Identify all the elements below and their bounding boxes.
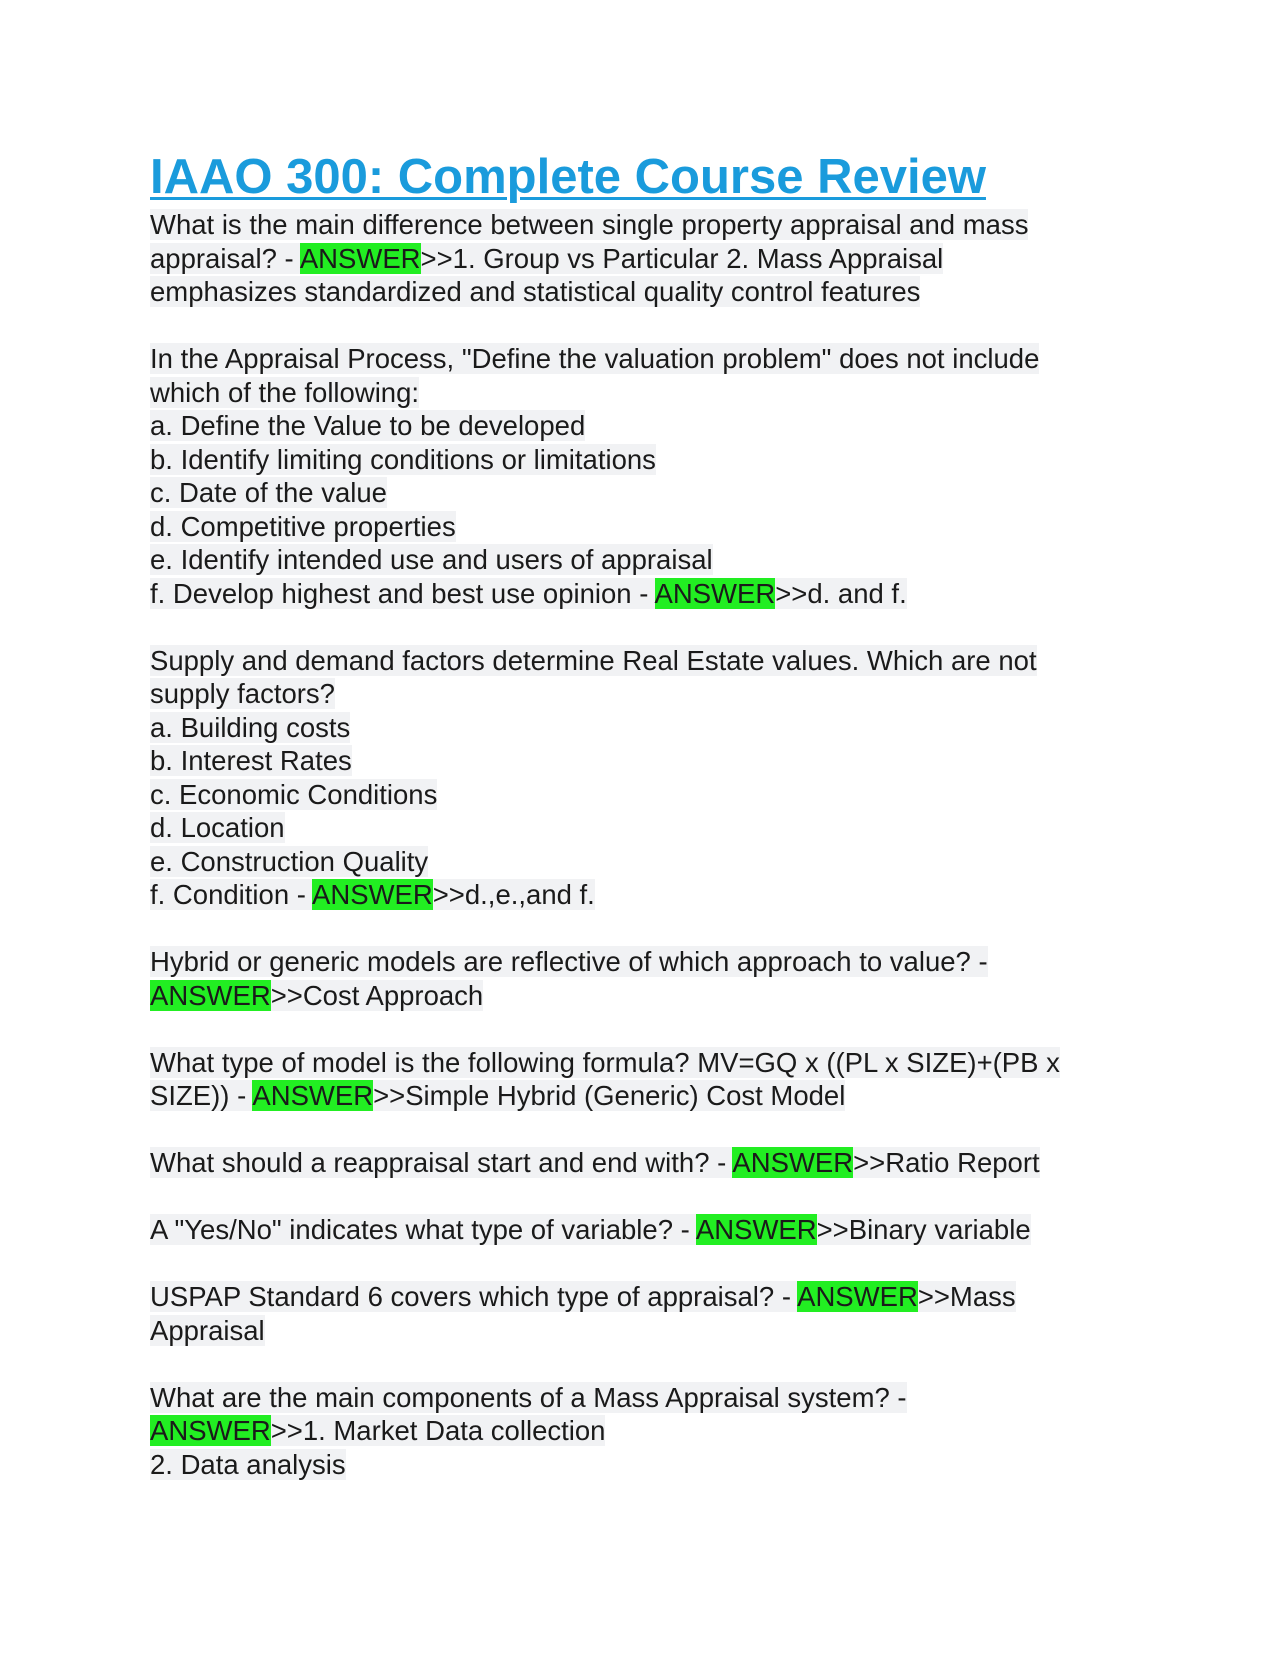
text-line	[150, 376, 1150, 410]
answer-highlight: ANSWER	[299, 242, 421, 274]
line-text: Supply and demand factors determine Real Estate values. Which are not	[150, 644, 1037, 676]
line-text: Hybrid or generic models are reflective of which approach to value? -	[150, 946, 988, 977]
text-line	[150, 543, 1150, 577]
text-line	[150, 242, 1150, 276]
qa-list	[150, 208, 1150, 1481]
line-text: supply factors?	[150, 678, 335, 709]
text-line	[150, 711, 1150, 745]
text-line	[150, 644, 1150, 678]
line-text: 2. Data analysis	[150, 1448, 346, 1480]
qa-item	[150, 1146, 1150, 1180]
text-line	[150, 1314, 1150, 1348]
text-line	[150, 878, 1150, 912]
line-text: What should a reappraisal start and end with? -	[150, 1147, 733, 1178]
answer-highlight: ANSWER	[312, 879, 433, 910]
text-line	[150, 677, 1150, 711]
qa-item	[150, 644, 1150, 912]
qa-item	[150, 342, 1150, 610]
qa-item	[150, 1280, 1150, 1347]
qa-item	[150, 1381, 1150, 1482]
line-text: a. Define the Value to be developed	[150, 410, 586, 441]
line-text: emphasizes standardized and statistical quality control features	[150, 276, 921, 307]
text-line	[150, 1213, 1150, 1247]
text-line	[150, 510, 1150, 544]
text-line	[150, 845, 1150, 879]
line-text: What are the main components of a Mass Appraisal system? -	[150, 1381, 907, 1413]
line-text: a. Building costs	[150, 711, 351, 743]
text-line	[150, 744, 1150, 778]
line-text: c. Economic Conditions	[150, 778, 438, 810]
text-line	[150, 979, 1150, 1013]
line-text: What is the main difference between single property appraisal and mass	[150, 209, 1029, 240]
answer-highlight: ANSWER	[797, 1281, 918, 1312]
text-line	[150, 208, 1150, 242]
line-text: In the Appraisal Process, "Define the valuation problem" does not include	[150, 343, 1040, 374]
line-text: c. Date of the value	[150, 477, 387, 508]
document-title: IAAO 300: Complete Course Review	[150, 150, 986, 204]
answer-highlight: ANSWER	[150, 979, 271, 1011]
line-text: A "Yes/No" indicates what type of variable? -	[150, 1214, 696, 1245]
answer-highlight: ANSWER	[252, 1080, 374, 1111]
text-line	[150, 1046, 1150, 1080]
document-page	[150, 148, 1150, 1515]
answer-text: >>Binary variable	[816, 1214, 1031, 1245]
answer-text: >>Ratio Report	[853, 1147, 1040, 1178]
answer-highlight: ANSWER	[654, 577, 776, 609]
line-text: Appraisal	[150, 1314, 265, 1346]
answer-highlight: ANSWER	[150, 1415, 271, 1446]
text-line	[150, 1079, 1150, 1113]
line-text: which of the following:	[150, 376, 420, 408]
line-text: b. Interest Rates	[150, 745, 352, 776]
text-line	[150, 1381, 1150, 1415]
text-line	[150, 275, 1150, 309]
answer-text: >>Cost Approach	[270, 979, 484, 1011]
text-line	[150, 778, 1150, 812]
text-line	[150, 577, 1150, 611]
text-line	[150, 1414, 1150, 1448]
line-text: e. Construction Quality	[150, 845, 429, 877]
text-line	[150, 443, 1150, 477]
line-text: b. Identify limiting conditions or limitations	[150, 443, 656, 475]
text-line	[150, 811, 1150, 845]
qa-item	[150, 945, 1150, 1012]
text-line	[150, 1280, 1150, 1314]
qa-item	[150, 208, 1150, 309]
answer-text: >>Mass	[917, 1281, 1016, 1312]
answer-text: >>1. Group vs Particular 2. Mass Appraisal	[420, 242, 944, 274]
answer-highlight: ANSWER	[695, 1214, 817, 1245]
text-line	[150, 476, 1150, 510]
answer-text: >>d.,e.,and f.	[432, 879, 595, 910]
text-line	[150, 945, 1150, 979]
line-text: d. Competitive properties	[150, 510, 456, 542]
text-line	[150, 1448, 1150, 1482]
line-text: What type of model is the following formula? MV=GQ x ((PL x SIZE)+(PB x	[150, 1046, 1060, 1078]
qa-item	[150, 1046, 1150, 1113]
answer-text: >>1. Market Data collection	[270, 1415, 606, 1446]
answer-text: >>d. and f.	[775, 577, 907, 609]
answer-highlight: ANSWER	[732, 1147, 854, 1178]
line-text: USPAP Standard 6 covers which type of appraisal? -	[150, 1281, 798, 1312]
line-text: e. Identify intended use and users of appraisal	[150, 544, 713, 575]
qa-item	[150, 1213, 1150, 1247]
text-line	[150, 342, 1150, 376]
line-text: f. Condition -	[150, 879, 313, 910]
line-text: d. Location	[150, 812, 285, 843]
line-text: f. Develop highest and best use opinion -	[150, 577, 655, 609]
answer-text: >>Simple Hybrid (Generic) Cost Model	[373, 1080, 846, 1111]
text-line	[150, 409, 1150, 443]
text-line	[150, 1146, 1150, 1180]
line-text: SIZE)) -	[150, 1080, 253, 1111]
line-text: appraisal? -	[150, 242, 300, 274]
